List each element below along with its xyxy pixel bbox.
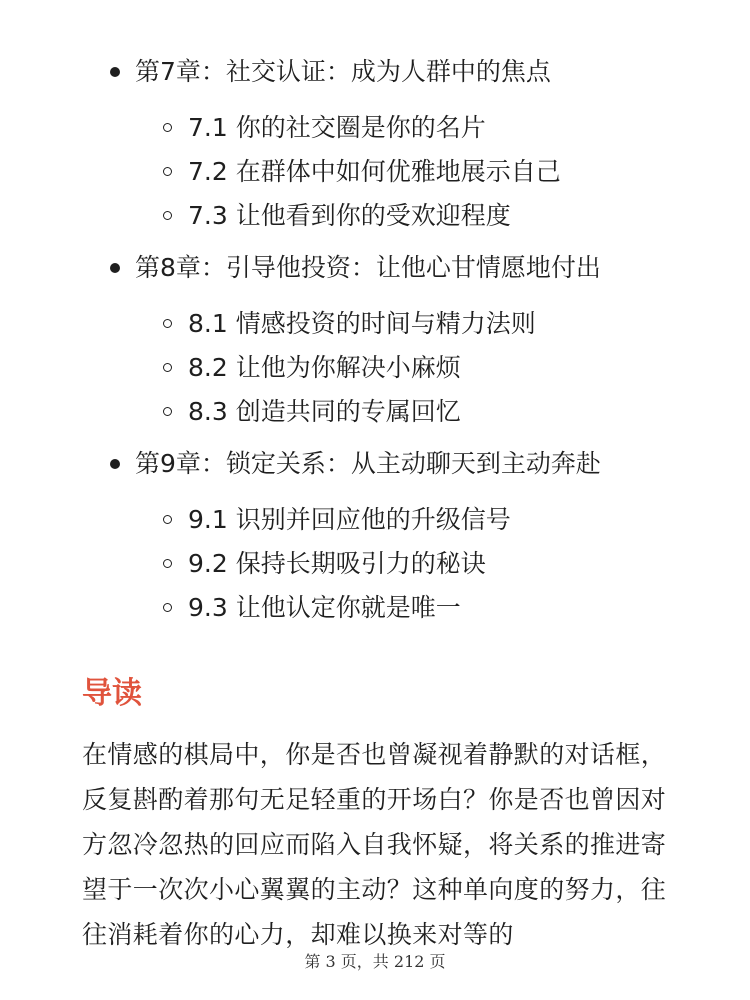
filled-bullet-icon (110, 263, 120, 273)
hollow-bullet-icon (163, 603, 172, 612)
section-heading: 导读 (82, 676, 142, 711)
hollow-bullet-icon (163, 167, 172, 176)
sub-list (0, 106, 750, 238)
sub-item (0, 346, 750, 390)
sub-title: 8.1 情感投资的时间与精力法则 (188, 309, 536, 338)
sub-title: 7.2 在群体中如何优雅地展示自己 (188, 157, 561, 186)
table-of-contents (0, 52, 750, 640)
chapter-title: 第7章：社交认证：成为人群中的焦点 (135, 57, 551, 86)
filled-bullet-icon (110, 67, 120, 77)
hollow-bullet-icon (163, 211, 172, 220)
sub-title: 7.3 让他看到你的受欢迎程度 (188, 201, 511, 230)
chapter-item (0, 52, 750, 92)
hollow-bullet-icon (163, 363, 172, 372)
chapter-title: 第8章：引导他投资：让他心甘情愿地付出 (135, 253, 601, 282)
hollow-bullet-icon (163, 319, 172, 328)
hollow-bullet-icon (163, 515, 172, 524)
chapter-block-8 (0, 248, 750, 434)
chapter-block-9 (0, 444, 750, 630)
sub-title: 8.3 创造共同的专属回忆 (188, 397, 461, 426)
chapter-item (0, 444, 750, 484)
intro-paragraph: 在情感的棋局中，你是否也曾凝视着静默的对话框，反复斟酌着那句无足轻重的开场白？你是否也曾因对方忽冷忽热的回应而陷入自我怀疑，将关系的推进寄望于一次次小心翼翼的主动？这种单向度的努力，往往消耗着你的心力，却难以换来对等的 (82, 740, 667, 949)
sub-title: 9.1 识别并回应他的升级信号 (188, 505, 511, 534)
filled-bullet-icon (110, 459, 120, 469)
sub-title: 9.2 保持长期吸引力的秘诀 (188, 549, 486, 578)
hollow-bullet-icon (163, 407, 172, 416)
sub-title: 7.1 你的社交圈是你的名片 (188, 113, 486, 142)
sub-item (0, 390, 750, 434)
sub-item (0, 542, 750, 586)
sub-item (0, 498, 750, 542)
sub-title: 9.3 让他认定你就是唯一 (188, 593, 461, 622)
chapter-block-7 (0, 52, 750, 238)
sub-item (0, 194, 750, 238)
sub-item (0, 586, 750, 630)
sub-item (0, 302, 750, 346)
sub-item (0, 106, 750, 150)
chapter-item (0, 248, 750, 288)
sub-list (0, 498, 750, 630)
hollow-bullet-icon (163, 559, 172, 568)
page-number-footer: 第 3 页，共 212 页 (304, 952, 446, 971)
sub-title: 8.2 让他为你解决小麻烦 (188, 353, 461, 382)
chapter-title: 第9章：锁定关系：从主动聊天到主动奔赴 (135, 449, 601, 478)
hollow-bullet-icon (163, 123, 172, 132)
sub-list (0, 302, 750, 434)
sub-item (0, 150, 750, 194)
